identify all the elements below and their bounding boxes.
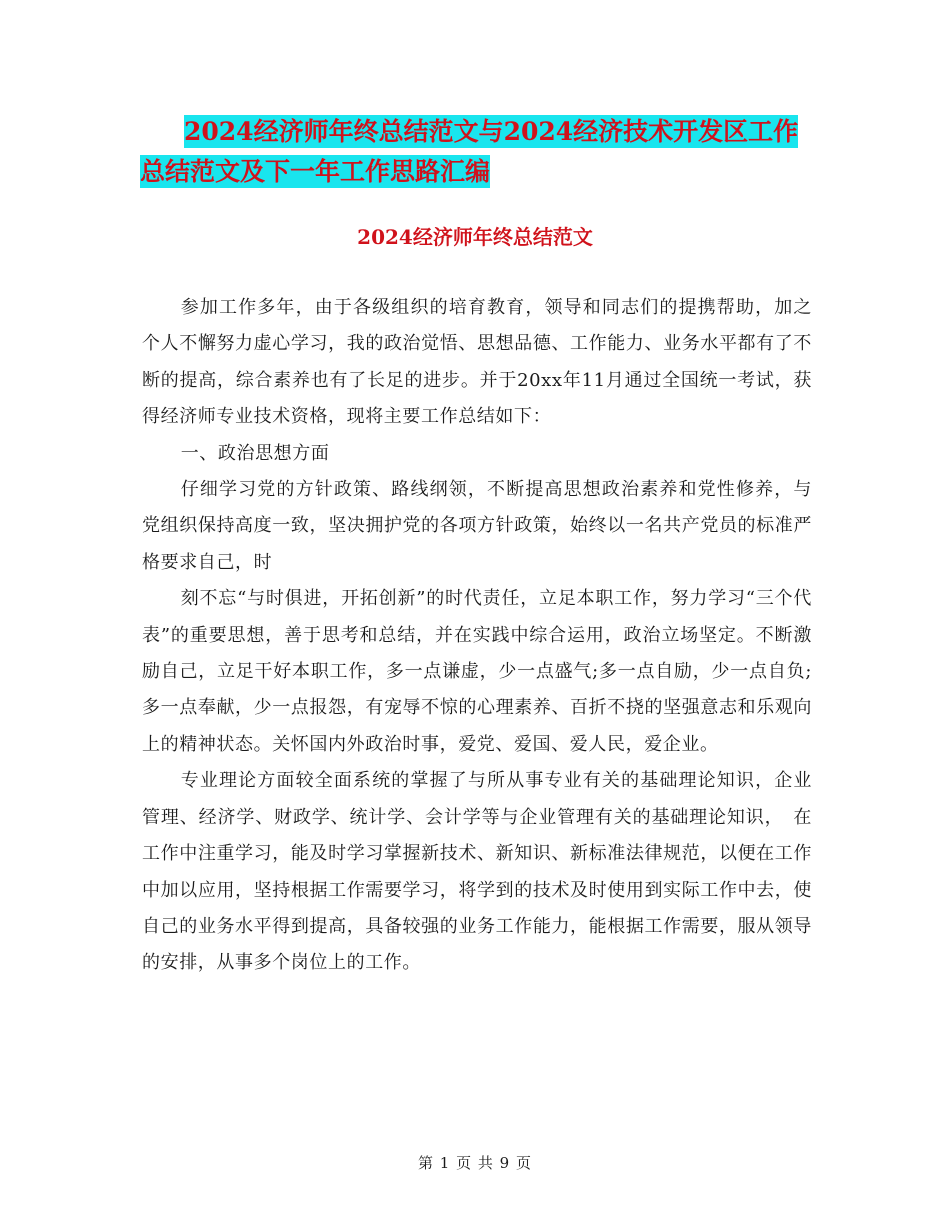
title-line-2-text: 总结范文及下一年工作思路汇编 — [140, 157, 491, 186]
page-footer — [0, 1152, 950, 1173]
document-body — [142, 290, 812, 982]
paragraph-intro: 参加工作多年，由于各级组织的培育教育，领导和同志们的提携帮助，加之个人不懈努力虚心学习，我的政治觉悟、思想品德、工作能力、业务水平都有了不断的提高，综合素养也有了长足的进步。并于20xx年11月通过全国统一考试，获得经济师专业技术资格，现将主要工作总结如下： — [142, 297, 812, 428]
title-line-1 — [140, 112, 830, 152]
paragraph-theory: 专业理论方面较全面系统的掌握了与所从事专业有关的基础理论知识，企业管理、经济学、财政学、统计学、会计学等与企业管理有关的基础理论知识， 在工作中注重学习，能及时学习掌握新技术、新知识、新标准法律规范，以便在工作中加以应用，坚持根据工作需要学习，将学到的技术及时使用到实际工作中去，使自己的业务水平得到提高，具备较强的业务工作能力，能根据工作需要，服从领导的安排，从事多个岗位上的工作。 — [142, 770, 812, 974]
page-number-label: 第 1 页 共 9 页 — [418, 1154, 532, 1172]
section-title: 2024经济师年终总结范文 — [357, 225, 593, 249]
document-title — [140, 112, 830, 192]
title-line-1-text: 2024经济师年终总结范文与2024经济技术开发区工作 — [184, 117, 799, 146]
paragraph-heading-politics: 一、政治思想方面 — [180, 442, 330, 464]
paragraph-politics-2: 刻不忘“与时俱进，开拓创新”的时代责任，立足本职工作，努力学习“三个代表”的重要思想，善于思考和总结，并在实践中综合运用，政治立场坚定。不断激励自己，立足干好本职工作，多一点谦虚，少一点盛气;多一点自励，少一点自负;多一点奉献，少一点报怨，有宠辱不惊的心理素养、百折不挠的坚强意志和乐观向上的精神状态。关怀国内外政治时事，爱党、爱国、爱人民，爱企业。 — [142, 588, 812, 755]
title-line-2 — [140, 152, 830, 192]
paragraph-politics-1: 仔细学习党的方针政策、路线纲领，不断提高思想政治素养和党性修养，与党组织保持高度一致，坚决拥护党的各项方针政策，始终以一名共产党员的标准严格要求自己，时 — [142, 479, 812, 573]
